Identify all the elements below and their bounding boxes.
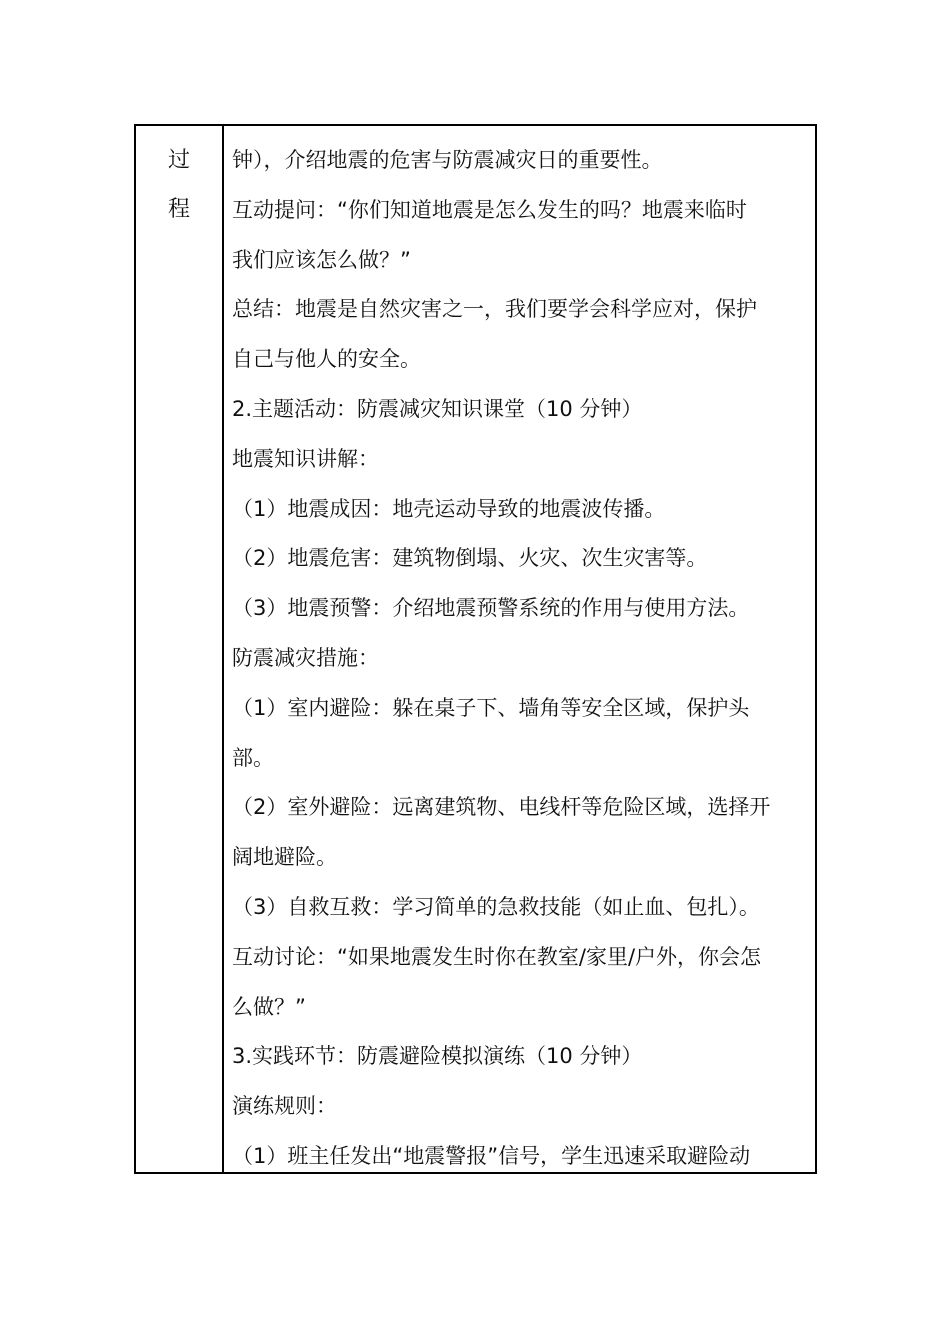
content-line: （1）室内避险：躲在桌子下、墙角等安全区域，保护头 (232, 695, 750, 720)
content-line: 防震减灾措施： (232, 645, 379, 670)
section-heading-line: 2.主题活动：防震减灾知识课堂（10 分钟） (232, 396, 643, 421)
section-heading-line: 3.实践环节：防震避险模拟演练（10 分钟） (232, 1044, 643, 1069)
content-line: （2）地震危害：建筑物倒塌、火灾、次生灾害等。 (232, 546, 708, 571)
content-line: 地震知识讲解： (232, 446, 379, 471)
content-line: （1）班主任发出“地震警报”信号，学生迅速采取避险动 (232, 1143, 751, 1168)
section-label-char: 程 (167, 197, 190, 222)
content-line: 部。 (232, 745, 274, 770)
content-line: （2）室外避险：远离建筑物、电线杆等危险区域，选择开 (232, 795, 771, 820)
process-content-cell (224, 126, 815, 1172)
content-line: 总结：地震是自然灾害之一，我们要学会科学应对，保护 (232, 297, 757, 322)
content-line: 么做？” (232, 994, 306, 1019)
content-line: 互动提问：“你们知道地震是怎么发生的吗？地震来临时 (232, 197, 747, 222)
content-line: 阔地避险。 (232, 845, 337, 870)
content-line: （1）地震成因：地壳运动导致的地震波传播。 (232, 496, 666, 521)
content-line: 演练规则： (232, 1094, 337, 1119)
content-line: 我们应该怎么做？” (232, 247, 411, 272)
content-line: 互动讨论：“如果地震发生时你在教室/家里/户外，你会怎 (232, 944, 762, 969)
section-label-char: 过 (167, 148, 190, 173)
content-line: （3）自救互救：学习简单的急救技能（如止血、包扎）。 (232, 894, 760, 919)
content-line: （3）地震预警：介绍地震预警系统的作用与使用方法。 (232, 596, 750, 621)
content-line: 自己与他人的安全。 (232, 347, 421, 372)
section-label-cell (136, 126, 224, 1172)
content-line: 钟），介绍地震的危害与防震减灾日的重要性。 (232, 148, 663, 172)
lesson-plan-table (134, 124, 817, 1174)
